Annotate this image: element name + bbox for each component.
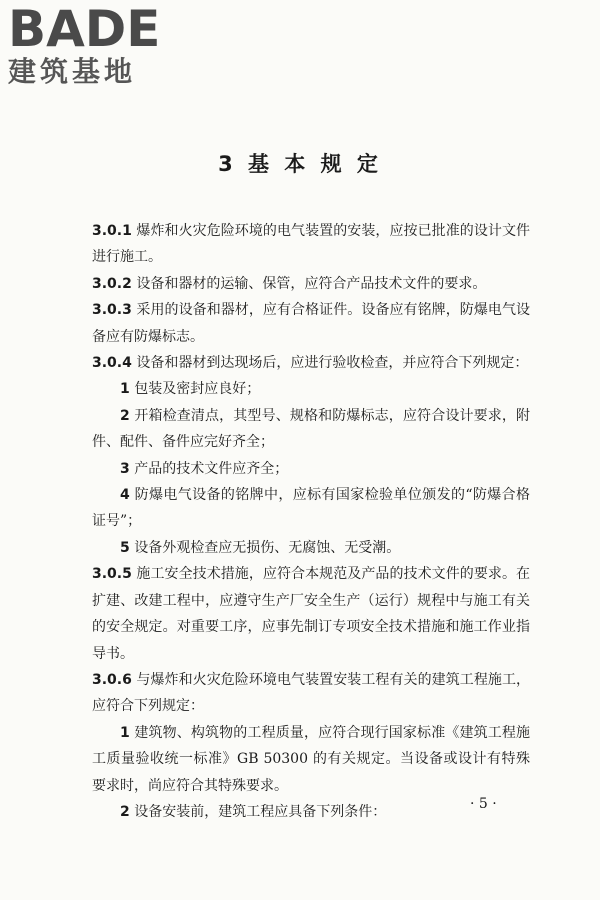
clause-text: 爆炸和火灾危险环境的电气装置的安装，应按已批准的设计文件进行施工。 <box>92 223 531 266</box>
clause-text: 施工安全技术措施，应符合本规范及产品的技术文件的要求。在扩建、改建工程中，应遵守生产厂安全生产（运行）规程中与施工有关的安全规定。对重要工序，应事先制订专项安全技术措施和施工作业指导书。 <box>92 566 531 662</box>
logo-subtitle: 建筑基地 <box>8 55 137 88</box>
clause-number: 3.0.3 <box>92 302 132 319</box>
clause-text: 防爆电气设备的铭牌中，应标有国家检验单位颁发的“防爆合格证号”； <box>92 487 531 530</box>
clause-text: 采用的设备和器材，应有合格证件。设备应有铭牌，防爆电气设备应有防爆标志。 <box>92 302 531 345</box>
list-item <box>92 376 530 402</box>
clause-number: 3.0.2 <box>92 275 132 292</box>
clause-text: 产品的技术文件应齐全； <box>134 460 289 477</box>
clause-number: 3.0.5 <box>92 566 132 583</box>
list-item <box>92 456 530 482</box>
clause-paragraph <box>92 561 530 667</box>
clause-text: 建筑物、构筑物的工程质量，应符合现行国家标准《建筑工程施工质量验收统一标准》GB 50300 的有关规定。当设备或设计有特殊要求时，尚应符合其特殊要求。 <box>92 724 531 794</box>
page-number: · 5 · <box>470 796 497 812</box>
clause-number: 3.0.4 <box>92 355 132 372</box>
clause-text: 设备安装前，建筑工程应具备下列条件： <box>134 803 387 820</box>
clause-number: 3.0.6 <box>92 671 132 688</box>
clause-text: 设备和器材到达现场后，应进行验收检查，并应符合下列规定： <box>136 355 529 372</box>
clause-number: 2 <box>120 803 130 820</box>
clause-number: 4 <box>120 487 130 504</box>
clause-number: 1 <box>120 724 130 741</box>
clause-number: 5 <box>120 539 130 556</box>
list-item <box>92 720 530 799</box>
list-item <box>92 535 530 561</box>
section-title: 3 基 本 规 定 <box>218 152 382 176</box>
clause-paragraph <box>92 271 530 297</box>
clause-number: 2 <box>120 407 130 424</box>
clause-number: 1 <box>120 381 130 398</box>
clause-number: 3 <box>120 460 130 477</box>
clause-paragraph <box>92 667 530 720</box>
clause-text: 开箱检查清点，其型号、规格和防爆标志，应符合设计要求，附件、配件、备件应完好齐全； <box>92 407 531 451</box>
clause-text: 包装及密封应良好； <box>134 381 261 398</box>
document-body <box>92 218 530 825</box>
list-item <box>92 403 530 456</box>
clause-text: 与爆炸和火灾危险环境电气装置安装工程有关的建筑工程施工，应符合下列规定： <box>92 671 531 715</box>
clause-paragraph <box>92 297 530 350</box>
clause-paragraph <box>92 350 530 376</box>
list-item <box>92 799 530 825</box>
clause-number: 3.0.1 <box>92 223 132 239</box>
site-logo <box>8 2 178 94</box>
clause-text: 设备外观检查应无损伤、无腐蚀、无受潮。 <box>134 539 401 556</box>
logo-wordmark: BADE <box>8 0 161 58</box>
list-item <box>92 482 530 535</box>
clause-text: 设备和器材的运输、保管，应符合产品技术文件的要求。 <box>136 275 487 292</box>
clause-paragraph <box>92 218 530 271</box>
